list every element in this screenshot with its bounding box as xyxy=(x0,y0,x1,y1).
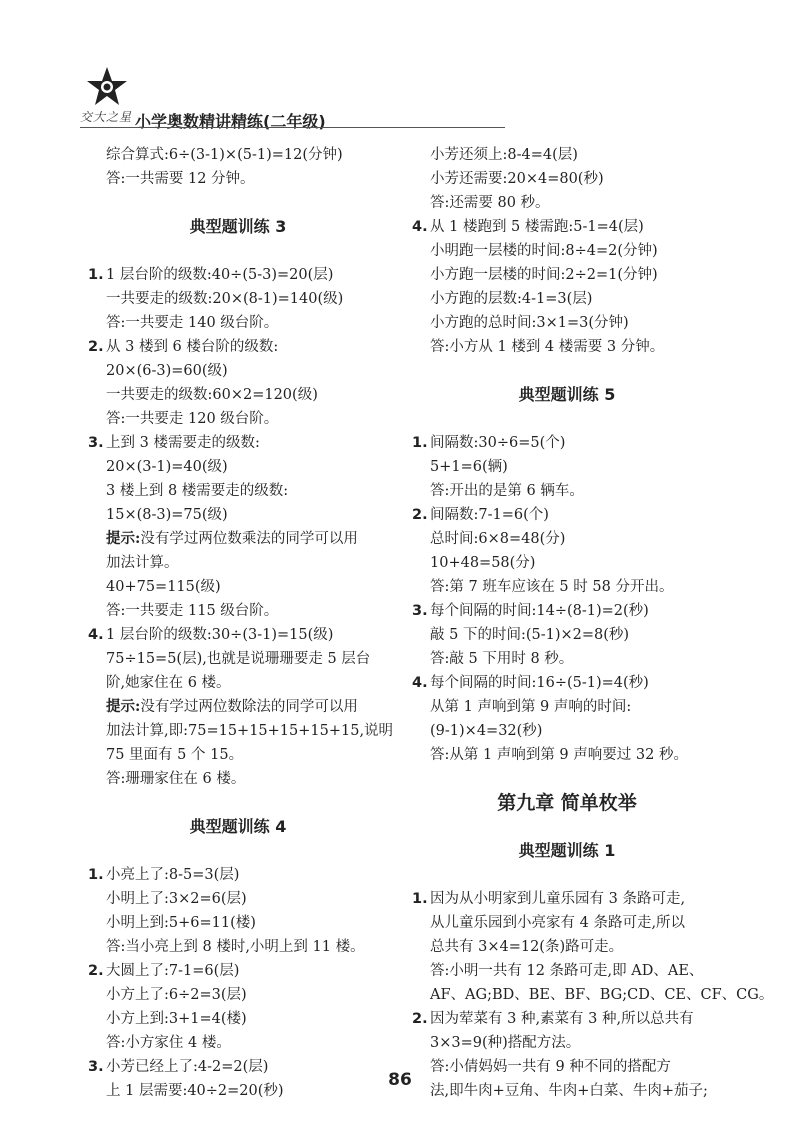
spacer xyxy=(412,767,722,791)
answer-line: 答:小明一共有 12 条路可走,即 AD、AE、 xyxy=(430,963,704,979)
item-text: 从 1 楼跑到 5 楼需跑:5-1=4(层) xyxy=(430,219,644,235)
star-logo-icon xyxy=(86,66,128,106)
item-text: 大圆上了:7-1=6(层) xyxy=(106,963,240,979)
item-number: 1. xyxy=(88,867,104,883)
answer-line: 小明上到:5+6=11(楼) xyxy=(106,915,256,931)
answer-line: 从儿童乐园到小亮家有 4 条路可走,所以 xyxy=(430,915,686,931)
answer-line: 小方上了:6÷2=3(层) xyxy=(106,987,247,1003)
answer-line: 小芳还须上:8-4=4(层) xyxy=(430,147,578,163)
right-column xyxy=(412,143,774,1103)
item-text: 从 3 楼到 6 楼台阶的级数: xyxy=(106,339,279,355)
item-number: 3. xyxy=(88,1059,104,1075)
answer-line: 15×(8-3)=75(级) xyxy=(106,507,228,523)
hint-line xyxy=(88,527,388,551)
answer-line: 答:小倩妈妈一共有 9 种不同的搭配方 xyxy=(430,1059,671,1075)
item-number: 3. xyxy=(88,435,104,451)
item-number: 4. xyxy=(412,675,428,691)
answer-line: 答:一共需要 12 分钟。 xyxy=(106,171,255,187)
item-text: 上到 3 楼需要走的级数: xyxy=(106,435,260,451)
hint-text: 没有学过两位数乘法的同学可以用 xyxy=(140,531,358,547)
spacer xyxy=(412,359,722,383)
item-number: 2. xyxy=(88,963,104,979)
answer-line: 小方跑的层数:4-1=3(层) xyxy=(430,291,593,307)
answer-line: 敲 5 下的时间:(5-1)×2=8(秒) xyxy=(430,627,630,643)
book-title: 小学奥数精讲精练(二年级) xyxy=(135,112,326,131)
chapter-title: 第九章 简单枚举 xyxy=(497,792,637,814)
answer-line: 3 楼上到 8 楼需要走的级数: xyxy=(106,483,289,499)
left-column xyxy=(88,143,394,1103)
answer-item xyxy=(88,1055,388,1079)
answer-line: 总共有 3×4=12(条)路可走。 xyxy=(430,939,624,955)
answer-line: 答:还需要 80 秒。 xyxy=(430,195,550,211)
answer-line: 答:第 7 班车应该在 5 时 58 分开出。 xyxy=(430,579,674,595)
spacer xyxy=(88,791,388,815)
section-title: 典型题训练 3 xyxy=(189,217,287,236)
answer-line: 答:一共要走 115 级台阶。 xyxy=(106,603,279,619)
answer-line: 答:一共要走 120 级台阶。 xyxy=(106,411,279,427)
answer-line: 小方跑一层楼的时间:2÷2=1(分钟) xyxy=(430,267,658,283)
answer-line: AF、AG;BD、BE、BF、BG;CD、CE、CF、CG。 xyxy=(430,987,774,1003)
answer-line: 一共要走的级数:60×2=120(级) xyxy=(106,387,318,403)
answer-line: 答:一共要走 140 级台阶。 xyxy=(106,315,279,331)
hint-label: 提示: xyxy=(106,698,141,715)
answer-line: 从第 1 声响到第 9 声响的时间: xyxy=(430,699,632,715)
answer-line: 综合算式:6÷(3-1)×(5-1)=12(分钟) xyxy=(106,147,343,163)
hint-label: 提示: xyxy=(106,530,141,547)
answer-line: 20×(6-3)=60(级) xyxy=(106,363,228,379)
answer-line: 阶,她家住在 6 楼。 xyxy=(106,675,231,691)
answer-line: 20×(3-1)=40(级) xyxy=(106,459,228,475)
answer-item xyxy=(412,503,722,527)
item-text: 因为从小明家到儿童乐园有 3 条路可走, xyxy=(430,891,686,907)
item-text: 小亮上了:8-5=3(层) xyxy=(106,867,240,883)
logo-text: 交大之星 xyxy=(80,110,133,124)
item-text: 小芳已经上了:4-2=2(层) xyxy=(106,1059,269,1075)
item-number: 2. xyxy=(412,1011,428,1027)
answer-line: 答:从第 1 声响到第 9 声响要过 32 秒。 xyxy=(430,747,688,763)
page-number: 86 xyxy=(388,1070,412,1090)
item-text: 间隔数:30÷6=5(个) xyxy=(430,435,566,451)
answer-line: 10+48=58(分) xyxy=(430,555,536,571)
answer-item xyxy=(412,215,722,239)
answer-item xyxy=(412,1007,722,1031)
item-text: 1 层台阶的级数:30÷(3-1)=15(级) xyxy=(106,627,334,643)
spacer xyxy=(412,863,722,887)
item-number: 2. xyxy=(412,507,428,523)
answer-line: 答:敲 5 下用时 8 秒。 xyxy=(430,651,574,667)
item-number: 1. xyxy=(412,435,428,451)
section-title: 典型题训练 1 xyxy=(518,841,616,860)
answer-item xyxy=(88,431,388,455)
item-text: 每个间隔的时间:14÷(8-1)=2(秒) xyxy=(430,603,649,619)
answer-line: 答:当小亮上到 8 楼时,小明上到 11 楼。 xyxy=(106,939,365,955)
page-header xyxy=(80,56,505,131)
answer-item xyxy=(88,263,388,287)
item-text: 1 层台阶的级数:40÷(5-3)=20(层) xyxy=(106,267,334,283)
answer-line: 加法计算。 xyxy=(106,555,179,571)
item-number: 2. xyxy=(88,339,104,355)
answer-line: 小方跑的总时间:3×1=3(分钟) xyxy=(430,315,629,331)
item-number: 3. xyxy=(412,603,428,619)
spacer xyxy=(88,839,388,863)
answer-line: 小芳还需要:20×4=80(秒) xyxy=(430,171,604,187)
answer-line: 答:小方家住 4 楼。 xyxy=(106,1035,231,1051)
item-number: 1. xyxy=(88,267,104,283)
answer-item xyxy=(88,863,388,887)
section-title: 典型题训练 5 xyxy=(518,385,616,404)
answer-line: 总时间:6×8=48(分) xyxy=(430,531,566,547)
answer-line: 5+1=6(辆) xyxy=(430,459,508,475)
item-number: 4. xyxy=(88,627,104,643)
item-text: 每个间隔的时间:16÷(5-1)=4(秒) xyxy=(430,675,649,691)
answer-line: 3×3=9(种)搭配方法。 xyxy=(430,1035,581,1051)
item-text: 间隔数:7-1=6(个) xyxy=(430,507,549,523)
answer-line: (9-1)×4=32(秒) xyxy=(430,723,543,739)
item-text: 因为荤菜有 3 种,素菜有 3 种,所以总共有 xyxy=(430,1011,694,1027)
spacer xyxy=(88,239,388,263)
answer-line: 40+75=115(级) xyxy=(106,579,221,595)
answer-line: 答:开出的是第 6 辆车。 xyxy=(430,483,584,499)
answer-item xyxy=(88,623,388,647)
header-divider xyxy=(80,127,505,128)
answer-item xyxy=(412,887,722,911)
answer-line: 加法计算,即:75=15+15+15+15+15,说明 xyxy=(106,723,394,739)
answer-line: 75÷15=5(层),也就是说珊珊要走 5 层台 xyxy=(106,651,371,667)
item-number: 1. xyxy=(412,891,428,907)
answer-line: 小明跑一层楼的时间:8÷4=2(分钟) xyxy=(430,243,658,259)
item-number: 4. xyxy=(412,219,428,235)
answer-item xyxy=(88,335,388,359)
answer-line: 上 1 层需要:40÷2=20(秒) xyxy=(106,1083,284,1099)
answer-line: 一共要走的级数:20×(8-1)=140(级) xyxy=(106,291,344,307)
hint-text: 没有学过两位数除法的同学可以用 xyxy=(140,699,358,715)
answer-item xyxy=(412,431,722,455)
answer-line: 答:小方从 1 楼到 4 楼需要 3 分钟。 xyxy=(430,339,665,355)
answer-item xyxy=(88,959,388,983)
answer-line: 法,即牛肉+豆角、牛肉+白菜、牛肉+茄子; xyxy=(430,1083,708,1099)
answer-line: 答:珊珊家住在 6 楼。 xyxy=(106,771,246,787)
answer-line: 小方上到:3+1=4(楼) xyxy=(106,1011,247,1027)
answer-line: 75 里面有 5 个 15。 xyxy=(106,747,244,763)
hint-line xyxy=(88,695,388,719)
spacer xyxy=(412,407,722,431)
section-title: 典型题训练 4 xyxy=(189,817,287,836)
answer-item xyxy=(412,671,722,695)
answer-line: 小明上了:3×2=6(层) xyxy=(106,891,247,907)
spacer xyxy=(412,815,722,839)
answer-item xyxy=(412,599,722,623)
spacer xyxy=(88,191,388,215)
